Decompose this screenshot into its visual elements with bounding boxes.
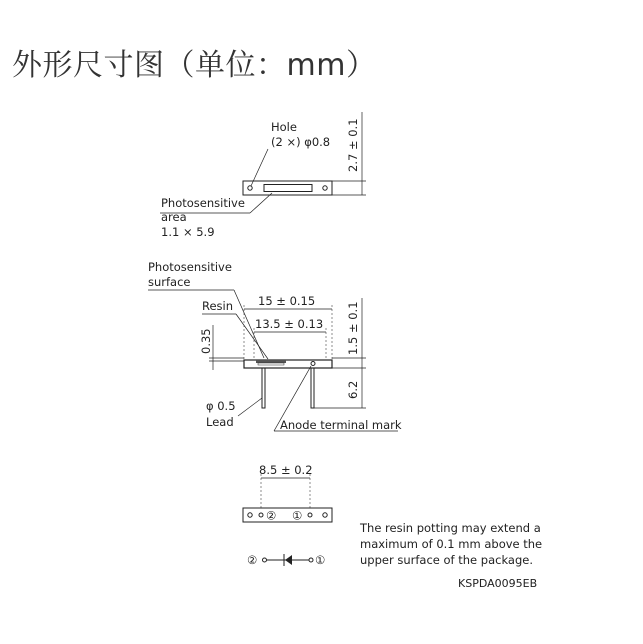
- drawing-code: KSPDA0095EB: [458, 577, 538, 590]
- area-size: 1.1 × 5.9: [161, 225, 215, 239]
- schematic-pin1: ①: [315, 553, 326, 567]
- bottom-view-package: [243, 508, 332, 522]
- top-view-package: [243, 181, 332, 195]
- surface-label-2: surface: [148, 275, 191, 289]
- diode-schematic: [247, 553, 325, 567]
- bottom-pin1: ①: [292, 508, 303, 523]
- note-line-3: upper surface of the package.: [360, 553, 533, 567]
- photosensitive-surface: [258, 363, 284, 365]
- area-label-1: Photosensitive: [161, 196, 245, 210]
- lead-label: Lead: [206, 415, 234, 429]
- side-view: [148, 260, 402, 432]
- schematic-terminal-left: [263, 558, 267, 562]
- thickness-dim: 1.5 ± 0.1: [346, 301, 360, 355]
- lead-right: [311, 368, 314, 408]
- note: [359, 521, 542, 567]
- hole-right: [323, 186, 327, 190]
- resin-label: Resin: [202, 299, 234, 313]
- note-line-1: The resin potting may extend a: [360, 521, 541, 535]
- hole-left: [248, 186, 252, 190]
- area-leader: [250, 193, 272, 213]
- photosensitive-area: [264, 185, 312, 192]
- bottom-view: [243, 463, 332, 523]
- resin-layer: [256, 360, 286, 363]
- anode-label: Anode terminal mark: [280, 418, 402, 432]
- bottom-lead-right: [308, 513, 312, 517]
- schematic-terminal-right: [309, 558, 313, 562]
- hole-leader: [251, 149, 268, 186]
- top-view: [160, 112, 366, 239]
- schematic-pin2: ②: [247, 553, 258, 567]
- bottom-lead-left: [259, 513, 263, 517]
- surface-label-1: Photosensitive: [148, 260, 232, 274]
- note-line-2: maximum of 0.1 mm above the: [360, 537, 543, 551]
- bottom-hole-left: [248, 513, 252, 517]
- height-dim: 2.7 ± 0.1: [346, 118, 360, 172]
- lead-diameter: φ 0.5: [206, 399, 236, 413]
- lead-leader: [238, 398, 262, 416]
- area-label-2: area: [161, 210, 187, 224]
- hole-label: Hole: [271, 120, 297, 134]
- resin-dim: 0.35: [199, 328, 213, 354]
- bottom-pin2: ②: [266, 508, 277, 523]
- width-dim: 15 ± 0.15: [258, 294, 316, 308]
- diode-symbol: [285, 555, 292, 565]
- pitch-dim: 8.5 ± 0.2: [259, 463, 313, 477]
- hole-spec: (2 ×) φ0.8: [271, 135, 331, 149]
- page-title: 外形尺寸图（单位：mm）: [12, 48, 377, 83]
- lead-length-dim: 6.2: [346, 380, 360, 399]
- bottom-hole-right: [323, 513, 327, 517]
- inner-dim: 13.5 ± 0.13: [255, 317, 324, 331]
- lead-left: [262, 368, 265, 408]
